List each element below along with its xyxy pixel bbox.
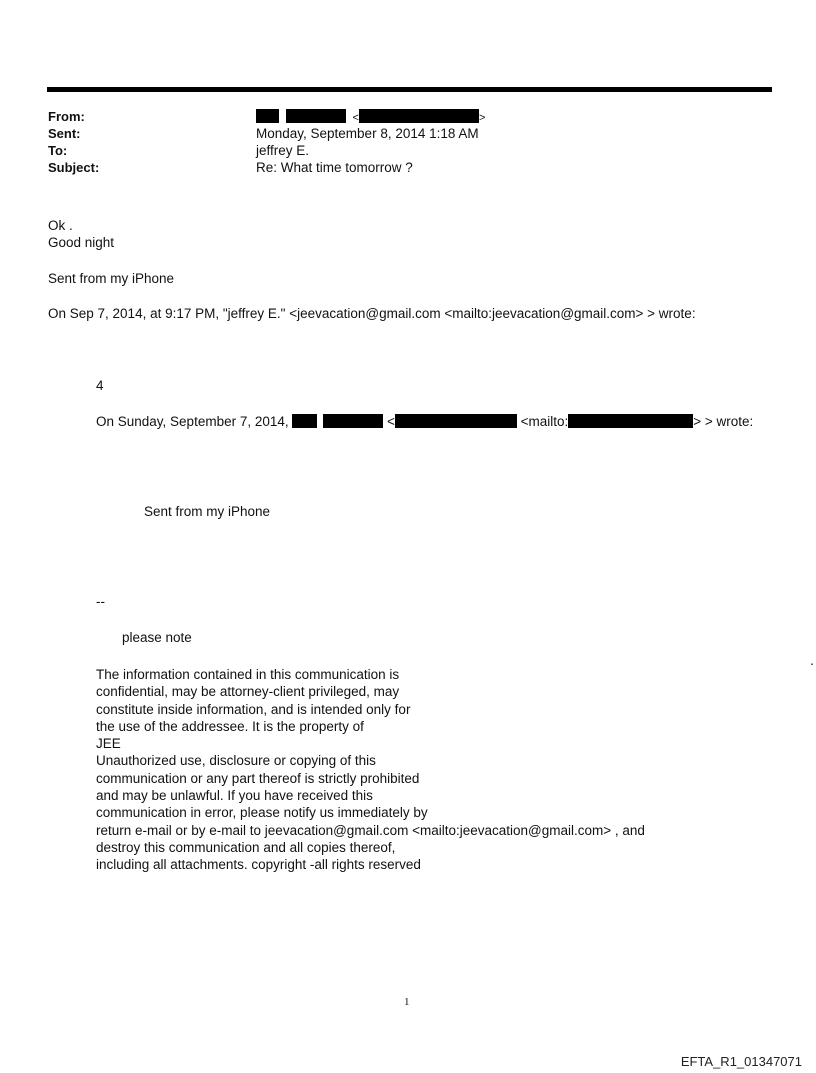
- from-row: [48, 108, 748, 125]
- redaction-box: [395, 414, 517, 428]
- page-number: 1: [404, 996, 410, 1008]
- nested-sent-from-iphone: Sent from my iPhone: [144, 504, 271, 519]
- nested-lt: <: [386, 414, 395, 429]
- sent-value: Monday, September 8, 2014 1:18 AM: [256, 126, 479, 141]
- redaction-box: [568, 414, 693, 428]
- sent-label: Sent:: [48, 126, 81, 141]
- body-line-ok: Ok .: [48, 218, 73, 233]
- redaction-box: [323, 414, 383, 428]
- to-label: To:: [48, 143, 68, 158]
- bates-number: EFTA_R1_01347071: [680, 1054, 802, 1069]
- redaction-box: [256, 109, 279, 123]
- redaction-box: [359, 109, 479, 123]
- to-value: jeffrey E.: [256, 143, 310, 158]
- body-line-good-night: Good night: [48, 235, 115, 250]
- redaction-box: [292, 414, 317, 428]
- reply-text: 4: [96, 378, 104, 393]
- sent-row: [48, 125, 748, 142]
- subject-row: [48, 159, 748, 176]
- to-row: [48, 142, 748, 159]
- email-header: [48, 108, 748, 176]
- header-rule: [47, 87, 772, 92]
- disclaimer-text: The information contained in this communication is confidential, may be attorney-client privileged, may constitute inside information, and is intended only for the use of the addressee. It is the property of JEE Unauthorized use, disclosure or copying of this communication or any part thereof is strictly prohibited and may be unlawful. If you have received this communication in error, please notify us immediately by return e-mail or by e-mail to jeevacation@gmail.com <mailto:jeevacation@gmail.com> , and destroy this communication and all copies thereof, including all attachments. copyright -all rights reserved: [96, 667, 645, 873]
- nested-end: > > wrote:: [693, 414, 754, 429]
- stray-dot: .: [810, 652, 814, 668]
- from-lt: <: [352, 112, 359, 124]
- nested-mailto: <mailto:: [520, 414, 569, 429]
- please-note: please note: [122, 630, 192, 645]
- subject-label: Subject:: [48, 160, 100, 175]
- subject-value: Re: What time tomorrow ?: [256, 160, 413, 175]
- sent-from-iphone: Sent from my iPhone: [48, 271, 175, 286]
- nested-intro-start: On Sunday, September 7, 2014,: [96, 414, 289, 429]
- signature-separator: --: [96, 594, 105, 609]
- from-label: From:: [48, 109, 85, 124]
- nested-quote-intro: [96, 413, 753, 430]
- from-gt: >: [478, 112, 486, 124]
- quote-intro: On Sep 7, 2014, at 9:17 PM, "jeffrey E." <jeevacation@gmail.com <mailto:jeevacation@gmail.com> > wrote:: [48, 306, 696, 321]
- redaction-box: [286, 109, 346, 123]
